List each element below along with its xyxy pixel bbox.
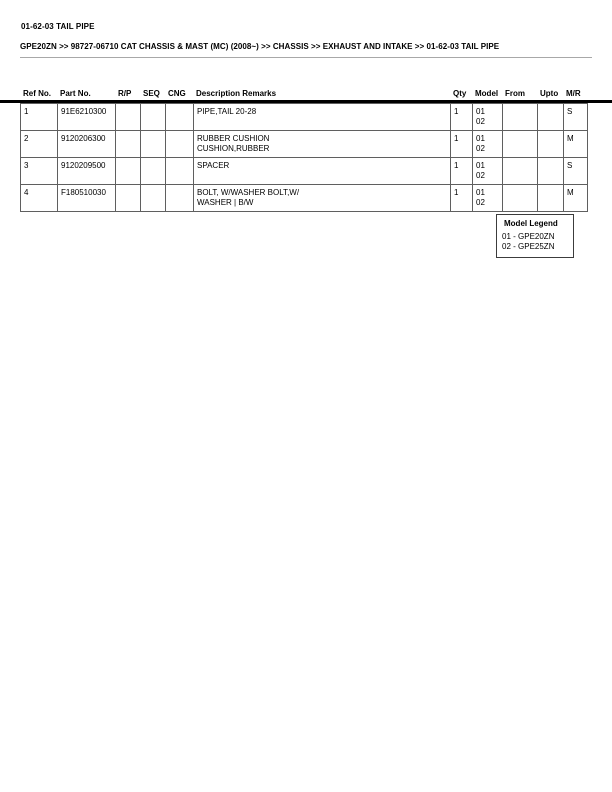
cell-mr: M (564, 185, 588, 212)
table-row (21, 104, 588, 131)
cell-part-no: F180510030 (58, 185, 116, 212)
table-row (21, 131, 588, 158)
model-legend-item: 02 - GPE25ZN (502, 242, 555, 251)
cell-rp (116, 131, 141, 158)
cell-cng (166, 185, 194, 212)
cell-rp (116, 185, 141, 212)
cell-from (503, 131, 538, 158)
cell-seq (141, 104, 166, 131)
column-header-model: Model (475, 89, 499, 98)
cell-cng (166, 131, 194, 158)
table-row (21, 158, 588, 185)
column-header-qty: Qty (453, 89, 467, 98)
cell-model (473, 131, 503, 158)
cell-mr: S (564, 104, 588, 131)
cell-from (503, 185, 538, 212)
cell-ref-no: 4 (21, 185, 58, 212)
cell-ref-no: 1 (21, 104, 58, 131)
model-code: 02 (476, 197, 485, 207)
cell-upto (538, 104, 564, 131)
model-code: 02 (476, 170, 485, 180)
column-header-from: From (505, 89, 525, 98)
description-line: PIPE,TAIL 20-28 (197, 107, 257, 116)
column-header-cng: CNG (168, 89, 186, 98)
cell-part-no: 9120206300 (58, 131, 116, 158)
model-legend-item: 01 - GPE20ZN (502, 232, 555, 241)
model-code: 02 (476, 143, 485, 153)
description-line: WASHER | B/W (197, 197, 254, 207)
cell-cng (166, 104, 194, 131)
cell-ref-no: 2 (21, 131, 58, 158)
column-header-upto: Upto (540, 89, 559, 98)
cell-from (503, 158, 538, 185)
cell-cng (166, 158, 194, 185)
description-line: CUSHION,RUBBER (197, 143, 270, 153)
cell-rp (116, 104, 141, 131)
cell-rp (116, 158, 141, 185)
cell-ref-no: 3 (21, 158, 58, 185)
cell-seq (141, 158, 166, 185)
description-line: BOLT, W/WASHER BOLT,W/ (197, 188, 300, 197)
description-line: RUBBER CUSHION (197, 134, 270, 143)
cell-description (194, 131, 451, 158)
page-title: 01-62-03 TAIL PIPE (21, 22, 95, 31)
cell-qty: 1 (451, 131, 473, 158)
cell-qty: 1 (451, 104, 473, 131)
model-code: 01 (476, 107, 485, 116)
model-legend-title: Model Legend (504, 219, 558, 228)
column-header-mr: M/R (566, 89, 581, 98)
cell-qty: 1 (451, 185, 473, 212)
cell-mr: M (564, 131, 588, 158)
cell-qty: 1 (451, 158, 473, 185)
parts-table (20, 103, 588, 212)
cell-upto (538, 158, 564, 185)
column-header-description-remarks: Description Remarks (196, 89, 277, 98)
cell-mr: S (564, 158, 588, 185)
cell-seq (141, 131, 166, 158)
description-line: SPACER (197, 161, 230, 170)
model-code: 01 (476, 188, 485, 197)
breadcrumb: GPE20ZN >> 98727-06710 CAT CHASSIS & MAST (MC) (2008~) >> CHASSIS >> EXHAUST AND INTAKE >> 01-62-03 TAIL PIPE (20, 42, 500, 51)
model-legend (496, 214, 574, 258)
breadcrumb-divider-rule (20, 57, 592, 58)
model-code: 01 (476, 161, 485, 170)
table-header-row (20, 86, 587, 98)
cell-description (194, 185, 451, 212)
cell-model (473, 158, 503, 185)
model-code: 01 (476, 134, 485, 143)
cell-description (194, 104, 451, 131)
table-row (21, 185, 588, 212)
cell-model (473, 185, 503, 212)
cell-part-no: 9120209500 (58, 158, 116, 185)
cell-description (194, 158, 451, 185)
column-header-part-no: Part No. (60, 89, 91, 98)
cell-model (473, 104, 503, 131)
cell-upto (538, 131, 564, 158)
cell-part-no: 91E6210300 (58, 104, 116, 131)
column-header-seq: SEQ (143, 89, 160, 98)
cell-from (503, 104, 538, 131)
model-code: 02 (476, 116, 485, 126)
cell-seq (141, 185, 166, 212)
column-header-rp: R/P (118, 89, 132, 98)
cell-upto (538, 185, 564, 212)
column-header-ref-no: Ref No. (23, 89, 51, 98)
